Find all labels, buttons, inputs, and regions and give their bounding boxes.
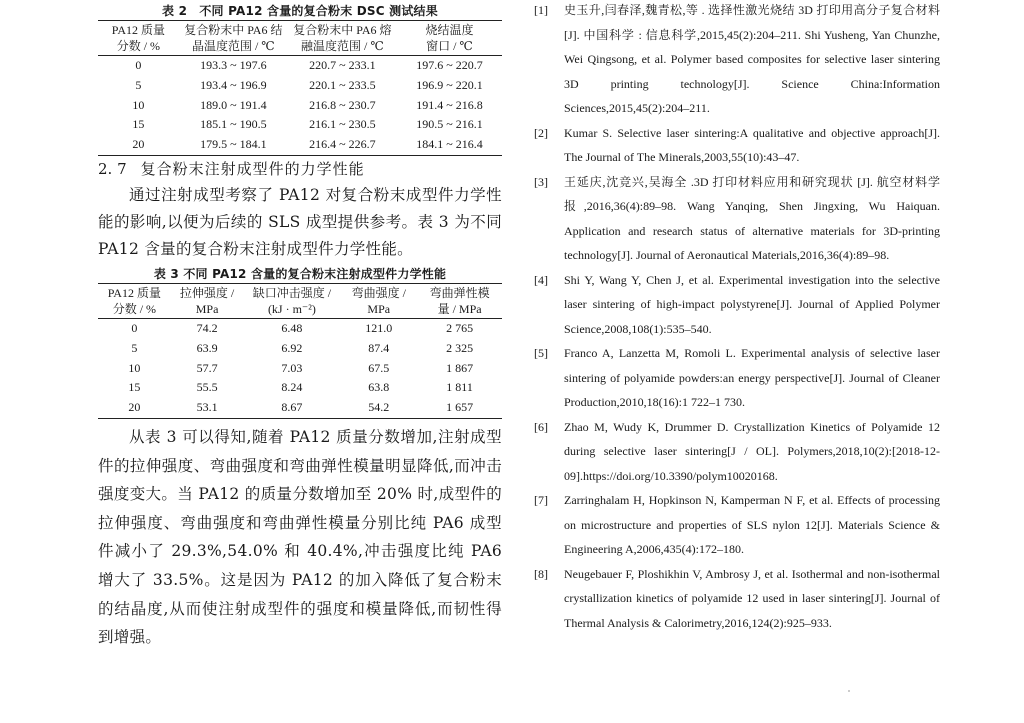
table-row: 15 55.5 8.24 63.8 1 811 <box>128 380 473 395</box>
reference-item <box>534 341 940 415</box>
table3-header-cell: 缺口冲击强度 / (kJ · m⁻²) <box>243 283 340 318</box>
reference-item <box>534 170 940 268</box>
left-column <box>98 0 502 652</box>
reference-number: [3] <box>534 174 548 189</box>
table2-header-cell: 烧结温度 窗口 / ℃ <box>397 21 502 56</box>
table3-caption: 表 3 不同 PA12 含量的复合粉末注射成型件力学性能 <box>153 266 447 281</box>
reference-text: Kumar S. Selective laser sintering:A qualitative and objective approach[J]. The Journal of The Minerals,2003,55(10):43–47. <box>564 125 940 164</box>
reference-number: [5] <box>534 346 548 360</box>
reference-item <box>534 415 940 489</box>
reference-text: 王延庆,沈竞兴,吴海全 .3D 打印材料应用和研究现状 [J]. 航空材料学报,2016,36(4):89–98. Wang Yanqing, Shen Jingxing, Wu Haiquan. Application and research status of alternative materials for 3D-printing technology[J]. Journal of Aeronautical Materials,2016,36(4):89–98. <box>564 174 940 262</box>
table-row: 10 57.7 7.03 67.5 1 867 <box>128 360 474 375</box>
table-row: 10 189.0 ~ 191.4 216.8 ~ 230.7 191.4 ~ 216.8 <box>132 97 483 112</box>
reference-text: Neugebauer F, Ploshikhin V, Ambrosy J, et al. Isothermal and non-isothermal crystallization kinetics of polyamide 12 used in laser sintering[J]. Journal of Thermal Analysis & Calorimetry,2016,124(2):925–933. <box>564 566 940 630</box>
table3-header-cell: 弯曲强度 / MPa <box>340 283 417 318</box>
reference-text: Franco A, Lanzetta M, Romoli L. Experimental analysis of selective laser sintering of polyamide powders:an energy perspective[J]. Journal of Cleaner Production,2010,18(16):1 722–1 730. <box>564 346 940 409</box>
table3-header-row <box>98 283 502 318</box>
reference-text: Shi Y, Wang Y, Chen J, et al. Experimental investigation into the selective laser sintering of high-impact polystyrene[J]. Journal of Applied Polymer Science,2008,108(1):535–540. <box>564 272 940 336</box>
table-row: 5 63.9 6.92 87.4 2 325 <box>131 340 474 355</box>
table-row: 20 179.5 ~ 184.1 216.4 ~ 226.7 184.1 ~ 216.4 <box>98 135 502 155</box>
table-row: 15 185.1 ~ 190.5 216.1 ~ 230.5 190.5 ~ 216.1 <box>132 117 483 132</box>
reference-number: [2] <box>534 125 548 140</box>
page-speck <box>848 690 850 692</box>
table3 <box>98 283 502 419</box>
table2 <box>98 20 502 156</box>
table2-header-row <box>98 21 502 56</box>
table2-header-cell: 复合粉末中 PA6 熔 融温度范围 / ℃ <box>288 21 397 56</box>
section-number: 2. 7 <box>98 159 127 178</box>
reference-number: [6] <box>534 419 548 434</box>
table3-header-cell: PA12 质量 分数 / % <box>98 283 171 318</box>
reference-item <box>534 488 940 562</box>
reference-item <box>534 562 940 636</box>
section-paragraph: 通过注射成型考察了 PA12 对复合粉末成型件力学性能的影响,以便为后续的 SLS 成型提供参考。表 3 为不同 PA12 含量的复合粉末注射成型件力学性能。 <box>98 185 502 258</box>
table3-header-cell: 拉伸强度 / MPa <box>171 283 244 318</box>
table2-header-cell: 复合粉末中 PA6 结 晶温度范围 / ℃ <box>179 21 288 56</box>
reference-item <box>534 121 940 170</box>
reference-text: Zhao M, Wudy K, Drummer D. Crystallization Kinetics of Polyamide 12 during selective laser sintering[J / OL]. Polymers,2018,10(2):[2018-12-09].https://doi.org/10.3390/polym10020168. <box>564 419 940 483</box>
section-title: 复合粉末注射成型件的力学性能 <box>140 159 365 178</box>
reference-text: 史玉升,闫春泽,魏青松,等 . 选择性激光烧结 3D 打印用高分子复合材料 [J]. 中国科学 : 信息科学,2015,45(2):204–211. Shi Yusheng, Yan Chunzhe, Wei Qingsong, et al. Polymer based composites for selective laser sintering 3D printing technology[J]. Science China:Information Sciences,2015,45(2):204–211. <box>564 3 940 115</box>
reference-number: [7] <box>534 493 548 507</box>
references-column <box>534 0 940 635</box>
table-row: 5 193.4 ~ 196.9 220.1 ~ 233.5 196.9 ~ 220.1 <box>135 77 483 92</box>
section-heading <box>98 158 502 180</box>
conclusion-paragraph: 从表 3 可以得知,随着 PA12 质量分数增加,注射成型件的拉伸强度、弯曲强度和弯曲弹性模量明显降低,而冲击强度变大。当 PA12 的质量分数增加至 20% 时,成型件的拉伸强度、弯曲强度和弯曲弹性模量分别比纯 PA6 成型件减小了 29.3%,54.0% 和 40.4%,冲击强度比纯 PA6 增大了 33.5%。这是因为 PA12 的加入降低了复合粉末的结晶度,从而使注射成型件的强度和模量降低,而韧性得到增强。 <box>98 427 502 647</box>
reference-item <box>534 0 940 121</box>
table2-caption: 表 2 不同 PA12 含量的复合粉末 DSC 测试结果 <box>162 4 438 18</box>
reference-text: Zarringhalam H, Hopkinson N, Kamperman N F, et al. Effects of processing on microstructure and properties of SLS nylon 12[J]. Materials Science & Engineering A,2006,435(4):172–180. <box>564 493 940 556</box>
reference-number: [1] <box>534 3 548 17</box>
reference-number: [4] <box>534 272 548 287</box>
reference-number: [8] <box>534 566 548 581</box>
table2-header-cell: PA12 质量 分数 / % <box>98 21 179 56</box>
table-row: 0 74.2 6.48 121.0 2 765 <box>131 320 474 335</box>
table3-header-cell: 弯曲弹性模 量 / MPa <box>417 283 502 318</box>
reference-item <box>534 268 940 342</box>
table-row: 0 193.3 ~ 197.6 220.7 ~ 233.1 197.6 ~ 220.7 <box>135 58 483 72</box>
table-row: 20 53.1 8.67 54.2 1 657 <box>98 398 502 418</box>
